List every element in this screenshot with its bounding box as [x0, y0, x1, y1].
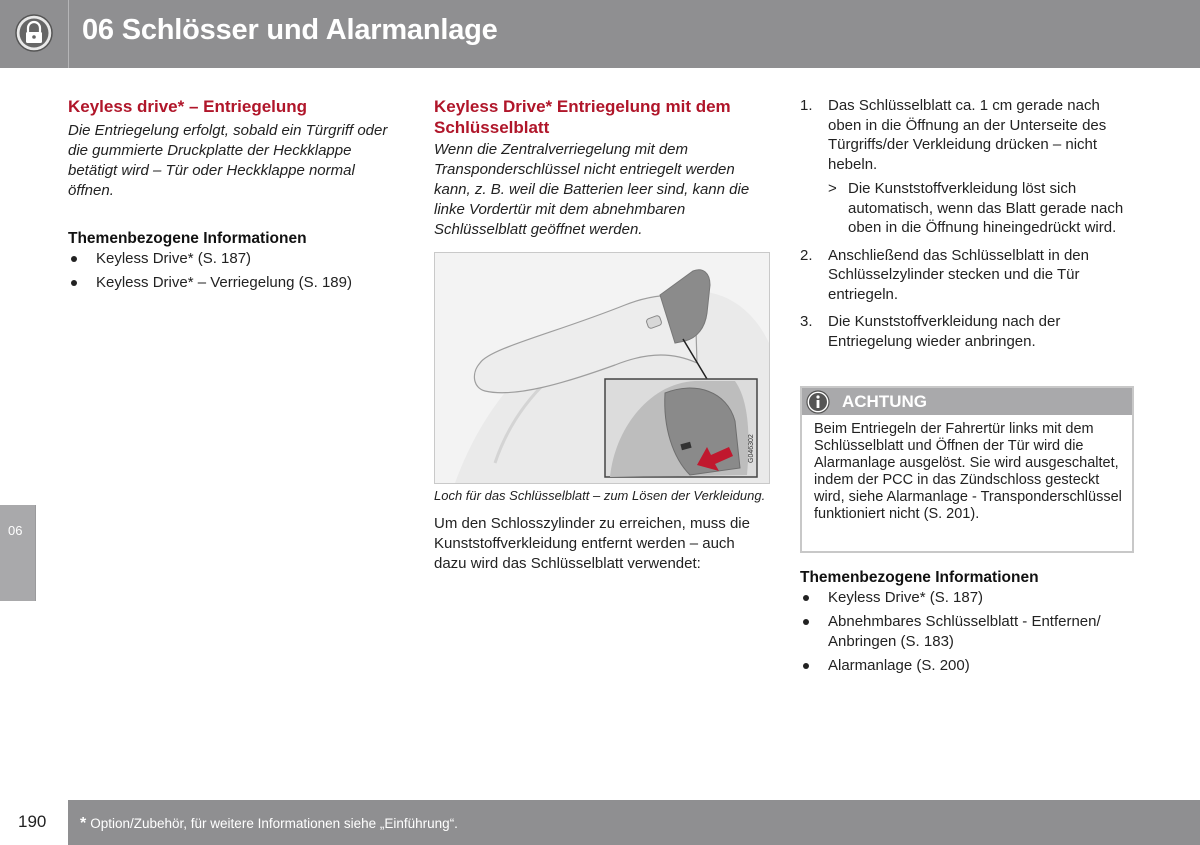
figure-caption: Loch für das Schlüsselblatt – zum Lösen der Verkleidung. — [434, 488, 766, 503]
substep — [828, 179, 1132, 238]
chapter-header — [0, 0, 1200, 68]
related-info-title: Themenbezogene Informationen — [800, 569, 1039, 586]
column-1 — [68, 96, 388, 297]
step-item — [800, 96, 1132, 238]
footnote-star: * — [80, 815, 87, 832]
info-icon — [806, 390, 830, 414]
door-handle-illustration — [434, 252, 770, 484]
section-heading-keyless-unlock: Keyless drive* – Entriegelung — [68, 97, 308, 116]
footer-bar — [68, 800, 1200, 845]
related-info-list — [800, 588, 1132, 676]
column-3 — [800, 96, 1132, 359]
body-text: Um den Schlosszylinder zu erreichen, muss die Kunststoffverkleidung entfernt werden – auch dazu wird das Schlüsselblatt verwendet: — [434, 515, 750, 572]
chapter-title: 06 Schlösser und Alarmanlage — [82, 14, 498, 46]
section-heading-key-blade-unlock: Keyless Drive* Entriegelung mit dem Schlüsselblatt — [434, 97, 731, 137]
page-number: 190 — [18, 812, 47, 831]
step-item — [800, 312, 1132, 351]
step-item — [800, 246, 1132, 305]
column-2-lower — [434, 488, 768, 574]
intro-text: Wenn die Zentralverriegelung mit dem Transponderschlüssel nicht entriegelt werden kann, z. B. weil die Batterien leer sind, kann die linke Vordertür mit dem abnehmbaren Schlüsselblatt geöffnet werden. — [434, 141, 750, 238]
related-info-list — [68, 249, 388, 293]
related-link[interactable]: Alarmanlage (S. 200) — [800, 656, 1132, 676]
warning-header — [802, 388, 1132, 415]
intro-text: Die Entriegelung erfolgt, sobald ein Türgriff oder die gummierte Druckplatte der Heckklappe betätigt wird – Tür oder Heckklappe normal öffnen. — [68, 122, 388, 199]
step-text: Anschließend das Schlüsselblatt in den Schlüsselzylinder stecken und die Tür entriegeln. — [828, 246, 1089, 303]
substep-text: Die Kunststoffverkleidung löst sich automatisch, wenn das Blatt gerade nach oben in die Öffnung hineingedrückt wird. — [848, 180, 1124, 236]
footer-note — [80, 815, 458, 833]
related-link[interactable]: Keyless Drive* (S. 187) — [68, 249, 388, 269]
door-handle-drawing — [435, 253, 769, 483]
lock-icon — [14, 13, 54, 53]
related-link[interactable]: Abnehmbares Schlüsselblatt - Entfernen/ Anbringen (S. 183) — [800, 612, 1132, 652]
step-number: 3. — [800, 313, 813, 330]
chapter-icon-box — [0, 0, 69, 68]
step-text: Die Kunststoffverkleidung nach der Entriegelung wieder anbringen. — [828, 313, 1061, 350]
related-info-title: Themenbezogene Informationen — [68, 230, 307, 247]
step-list — [800, 96, 1132, 351]
warning-title: ACHTUNG — [842, 392, 927, 411]
chapter-tab[interactable] — [0, 505, 36, 601]
warning-text: Beim Entriegeln der Fahrertür links mit dem Schlüsselblatt und Öffnen der Tür wird die Alarmanlage ausgelöst. Sie wird ausgeschaltet, indem der PCC in das Zündschloss gesteckt wird, siehe Alarmanlage - Transponderschlüssel funktioniert nicht (S. 201). — [814, 421, 1122, 522]
figure-code: G046302 — [748, 434, 755, 463]
step-text: Das Schlüsselblatt ca. 1 cm gerade nach oben in die Öffnung an der Unterseite des Türgriffs/der Verkleidung drücken – nicht hebeln. — [828, 97, 1107, 173]
footnote-text: Option/Zubehör, für weitere Informationen siehe „Einführung“. — [90, 816, 458, 831]
column-3-related — [800, 568, 1132, 680]
step-number: 1. — [800, 97, 813, 114]
column-2 — [434, 96, 768, 240]
step-number: 2. — [800, 246, 813, 264]
related-link[interactable]: Keyless Drive* – Verriegelung (S. 189) — [68, 273, 388, 293]
warning-box — [800, 386, 1134, 553]
chapter-tab-label: 06 — [8, 523, 23, 538]
substep-marker: > — [828, 180, 837, 197]
related-link[interactable]: Keyless Drive* (S. 187) — [800, 588, 1132, 608]
